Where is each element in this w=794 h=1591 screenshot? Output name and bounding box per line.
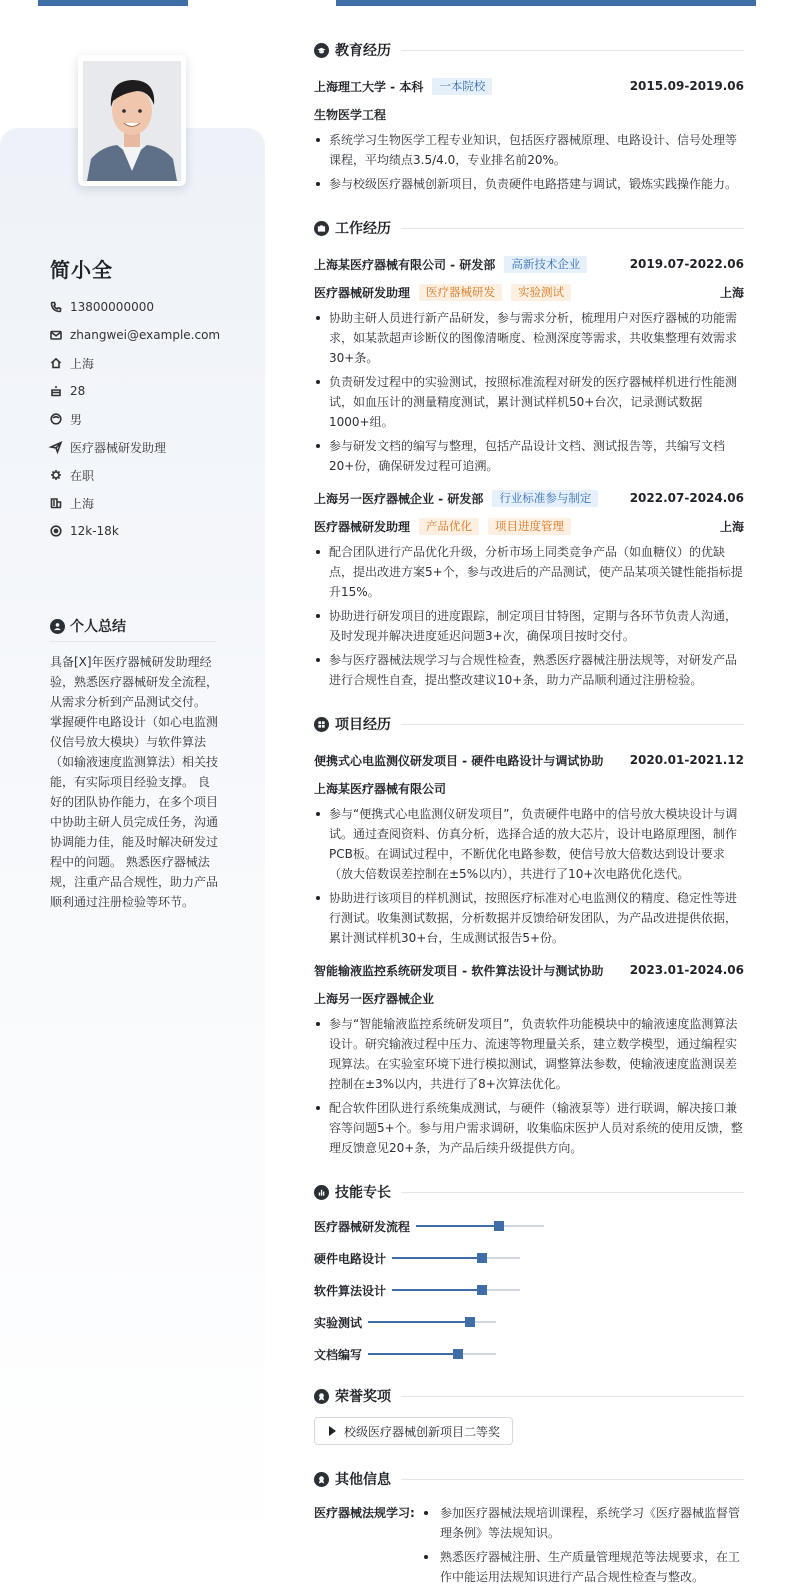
- projects-title: 项目经历: [335, 717, 391, 733]
- education-row: [314, 72, 744, 100]
- home-icon: [50, 357, 62, 369]
- email-value: zhangwei@example.com: [70, 328, 221, 342]
- bar-chart-icon: [314, 1185, 329, 1200]
- skill-name: 硬件电路设计: [314, 1251, 387, 1266]
- top-accent-bar-left: [38, 0, 188, 6]
- section-divider: [401, 50, 744, 51]
- top-accent-bar-right: [336, 0, 756, 6]
- skill-name: 实验测试: [314, 1315, 363, 1330]
- profile-name: 简小全: [50, 258, 113, 282]
- skill-item: [314, 1210, 544, 1242]
- gender-icon: [50, 413, 62, 425]
- list-item: 熟悉医疗器械注册、生产质量管理规范等法规要求，在工作中能运用法规知识进行产品合规性检查与整改。: [422, 1547, 744, 1587]
- project-company: 上海另一医疗器械企业: [314, 991, 435, 1006]
- age-icon: [50, 385, 62, 397]
- skill-name: 文档编写: [314, 1347, 363, 1362]
- company-tag: 高新技术企业: [504, 256, 587, 273]
- info-icon: [314, 1472, 329, 1487]
- section-divider: [401, 228, 744, 229]
- award-icon: [314, 1389, 329, 1404]
- role-row: [314, 512, 744, 540]
- list-item: 系统学习生物医学工程专业知识，包括医疗器械原理、电路设计、信号处理等课程，平均绩点3.5/4.0，专业排名前20%。: [314, 130, 744, 170]
- other-label: 医疗器械法规学习:: [314, 1506, 415, 1520]
- company-tag: 行业标准参与制定: [492, 490, 598, 507]
- info-email: [50, 321, 220, 349]
- summary-text: 具备[X]年医疗器械研发助理经验，熟悉医疗器械研发全流程，从需求分析到产品测试交付。 掌握硬件电路设计（如心电监测仪信号放大模块）与软件算法（如输液速度监测算法）相关技能，有实际项目经验支撑。 良好的团队协作能力，在多个项目中协助主研人员完成任务，沟通协调能力佳，能及时解决研发过程中的问题。 熟悉医疗器械法规，注重产品合规性，助力产品顺利通过注册检验等环节。: [50, 655, 219, 909]
- skill-item: [314, 1306, 496, 1338]
- other-row: [314, 1503, 744, 1591]
- gender-value: 男: [70, 412, 83, 427]
- skill-bar: [392, 1289, 520, 1291]
- info-gender: [50, 405, 220, 433]
- education-bullets: [314, 130, 744, 194]
- summary-heading: [50, 616, 126, 636]
- project-date: 2023.01-2024.06: [629, 963, 744, 977]
- age-value: 28: [70, 384, 86, 398]
- project-bullets: [314, 804, 744, 948]
- graduation-cap-icon: [314, 43, 329, 58]
- phone-value: 13800000000: [70, 300, 154, 314]
- project-company: 上海某医疗器械有限公司: [314, 781, 447, 796]
- job-bullets: [314, 542, 744, 690]
- list-item: 参与校级医疗器械创新项目，负责硬件电路搭建与调试，锻炼实践操作能力。: [314, 174, 744, 194]
- list-item: 负责研发过程中的实验测试，按照标准流程对研发的医疗器械样机进行性能测试，如血压计的测量精度测试，累计测试样机50+台次，记录测试数据1000+组。: [314, 372, 744, 432]
- contact-info-list: [50, 293, 220, 545]
- list-item: 协助进行研发项目的进度跟踪，制定项目甘特图，定期与各环节负责人沟通，及时发现并解决进度延迟问题3+次，确保项目按时交付。: [314, 606, 744, 646]
- salary-value: 12k-18k: [70, 524, 119, 538]
- skill-bar: [416, 1225, 544, 1227]
- skill-name: 软件算法设计: [314, 1283, 387, 1298]
- project-date: 2020.01-2021.12: [629, 753, 744, 767]
- status-icon: [50, 469, 62, 481]
- main-content: [314, 38, 744, 1591]
- summary-title: 个人总结: [70, 619, 126, 635]
- role-tag: 实验测试: [511, 284, 571, 301]
- skill-bar-fill: [392, 1289, 482, 1291]
- list-item: 参与“便携式心电监测仪研发项目”，负责硬件电路中的信号放大模块设计与调试。通过查阅资料、仿真分析，选择合适的放大芯片，设计电路原理图，制作PCB板。在调试过程中，不断优化电路参数，使信号放大倍数达到设计要求（放大倍数误差控制在±5%以内），共进行了10+次电路优化迭代。: [314, 804, 744, 884]
- skill-bar-fill: [368, 1321, 470, 1323]
- list-item: 协助主研人员进行新产品研发，参与需求分析，梳理用户对医疗器械的功能需求，如某款超声诊断仪的图像清晰度、检测深度等需求，共收集整理有效需求30+条。: [314, 308, 744, 368]
- projects-heading: [314, 712, 744, 736]
- education-title: 教育经历: [335, 43, 391, 59]
- skill-item: [314, 1242, 520, 1274]
- skill-bar-marker: [494, 1221, 504, 1231]
- list-item: 配合软件团队进行系统集成测试，与硬件（输液泵等）进行联调，解决接口兼容等问题5+个。参与用户需求调研，收集临床医护人员对系统的使用反馈，整理反馈意见20+条，为产品后续升级提供方向。: [314, 1098, 744, 1158]
- other-bullets: [422, 1503, 744, 1587]
- section-divider: [401, 1192, 744, 1193]
- job-bullets: [314, 308, 744, 476]
- list-item: 参与“智能输液监控系统研发项目”，负责软件功能模块中的输液速度监测算法设计。研究输液过程中压力、流速等物理量关系，建立数学模型，通过编程实现算法。在实验室环境下进行模拟测试，调整算法参数，使输液速度监测误差控制在±3%以内，共进行了8+次算法优化。: [314, 1014, 744, 1094]
- honor-label: 校级医疗器械创新项目二等奖: [344, 1424, 501, 1439]
- skill-bar-marker: [477, 1253, 487, 1263]
- major-row: [314, 100, 744, 128]
- skills-list: [314, 1210, 744, 1370]
- profile-photo-frame: [78, 55, 186, 186]
- status-value: 在职: [70, 468, 95, 483]
- skill-bar-fill: [392, 1257, 482, 1259]
- skill-bar-marker: [465, 1317, 475, 1327]
- job-intent-icon: [50, 441, 62, 453]
- work-title: 工作经历: [335, 221, 391, 237]
- section-divider: [401, 1396, 744, 1397]
- salary-icon: [50, 525, 62, 537]
- info-salary: [50, 517, 220, 545]
- skill-name: 医疗器械研发流程: [314, 1219, 411, 1234]
- project-row: [314, 746, 744, 774]
- honors-title: 荣誉奖项: [335, 1389, 391, 1405]
- city-value: 上海: [70, 496, 95, 511]
- education-heading: [314, 38, 744, 62]
- list-item: 参与医疗器械法规学习与合规性检查，熟悉医疗器械注册法规等，对研发产品进行合规性自查，提出整改建议10+条，助力产品顺利通过注册检验。: [314, 650, 744, 690]
- skill-item: [314, 1338, 496, 1370]
- skill-item: [314, 1274, 520, 1306]
- job-location: 上海: [719, 519, 744, 534]
- info-job-intent: [50, 433, 220, 461]
- honor-item[interactable]: [314, 1417, 513, 1445]
- phone-icon: [50, 301, 62, 313]
- city-icon: [50, 497, 62, 509]
- role-name: 医疗器械研发助理: [314, 519, 411, 534]
- project-name: 便携式心电监测仪研发项目 - 硬件电路设计与调试协助: [314, 753, 604, 768]
- job-date: 2022.07-2024.06: [629, 491, 744, 505]
- school-name: 上海理工大学 - 本科: [314, 79, 424, 94]
- project-name: 智能输液监控系统研发项目 - 软件算法设计与测试协助: [314, 963, 604, 978]
- skill-bar: [392, 1257, 520, 1259]
- role-tag: 项目进度管理: [488, 518, 571, 535]
- school-tag: 一本院校: [432, 78, 492, 95]
- list-item: 协助进行该项目的样机测试，按照医疗标准对心电监测仪的精度、稳定性等进行测试。收集测试数据，分析数据并反馈给研发团队，为产品改进提供依据，累计测试样机30+台，生成测试报告5+份。: [314, 888, 744, 948]
- project-company-row: [314, 984, 744, 1012]
- role-tag: 医疗器械研发: [419, 284, 502, 301]
- info-status: [50, 461, 220, 489]
- summary-divider: [50, 641, 216, 642]
- grid-icon: [314, 717, 329, 732]
- job-row: [314, 250, 744, 278]
- list-item: 配合团队进行产品优化升级，分析市场上同类竞争产品（如血糖仪）的优缺点，提出改进方案5+个，参与改进后的产品测试，使产品某项关键性能指标提升15%。: [314, 542, 744, 602]
- skill-bar-marker: [453, 1349, 463, 1359]
- skills-title: 技能专长: [335, 1185, 391, 1201]
- job-location: 上海: [719, 285, 744, 300]
- education-date: 2015.09-2019.06: [629, 79, 744, 93]
- project-bullets: [314, 1014, 744, 1158]
- location-value: 上海: [70, 356, 95, 371]
- profile-photo: [83, 61, 181, 181]
- job-intent-value: 医疗器械研发助理: [70, 440, 167, 455]
- other-title: 其他信息: [335, 1472, 391, 1488]
- section-divider: [401, 724, 744, 725]
- user-icon: [50, 619, 65, 634]
- info-age: [50, 377, 220, 405]
- skill-bar-marker: [477, 1285, 487, 1295]
- company-name: 上海某医疗器械有限公司 - 研发部: [314, 257, 496, 272]
- email-icon: [50, 329, 62, 341]
- section-divider: [401, 1479, 744, 1480]
- info-phone: [50, 293, 220, 321]
- major-name: 生物医学工程: [314, 107, 387, 122]
- list-item: 参与研发文档的编写与整理，包括产品设计文档、测试报告等，共编写文档20+份，确保研发过程可追溯。: [314, 436, 744, 476]
- project-company-row: [314, 774, 744, 802]
- skill-bar: [368, 1321, 496, 1323]
- info-location: [50, 349, 220, 377]
- company-name: 上海另一医疗器械企业 - 研发部: [314, 491, 484, 506]
- info-city: [50, 489, 220, 517]
- skill-bar-fill: [368, 1353, 458, 1355]
- job-row: [314, 484, 744, 512]
- briefcase-icon: [314, 221, 329, 236]
- other-heading: [314, 1467, 744, 1491]
- honors-heading: [314, 1384, 744, 1408]
- skill-bar-fill: [416, 1225, 499, 1227]
- skills-heading: [314, 1180, 744, 1204]
- list-item: 参加医疗器械法规培训课程，系统学习《医疗器械监督管理条例》等法规知识。: [422, 1503, 744, 1543]
- role-name: 医疗器械研发助理: [314, 285, 411, 300]
- job-date: 2019.07-2022.06: [629, 257, 744, 271]
- role-tag: 产品优化: [419, 518, 479, 535]
- skill-bar: [368, 1353, 496, 1355]
- role-row: [314, 278, 744, 306]
- work-heading: [314, 216, 744, 240]
- play-triangle-icon: [329, 1426, 336, 1436]
- project-row: [314, 956, 744, 984]
